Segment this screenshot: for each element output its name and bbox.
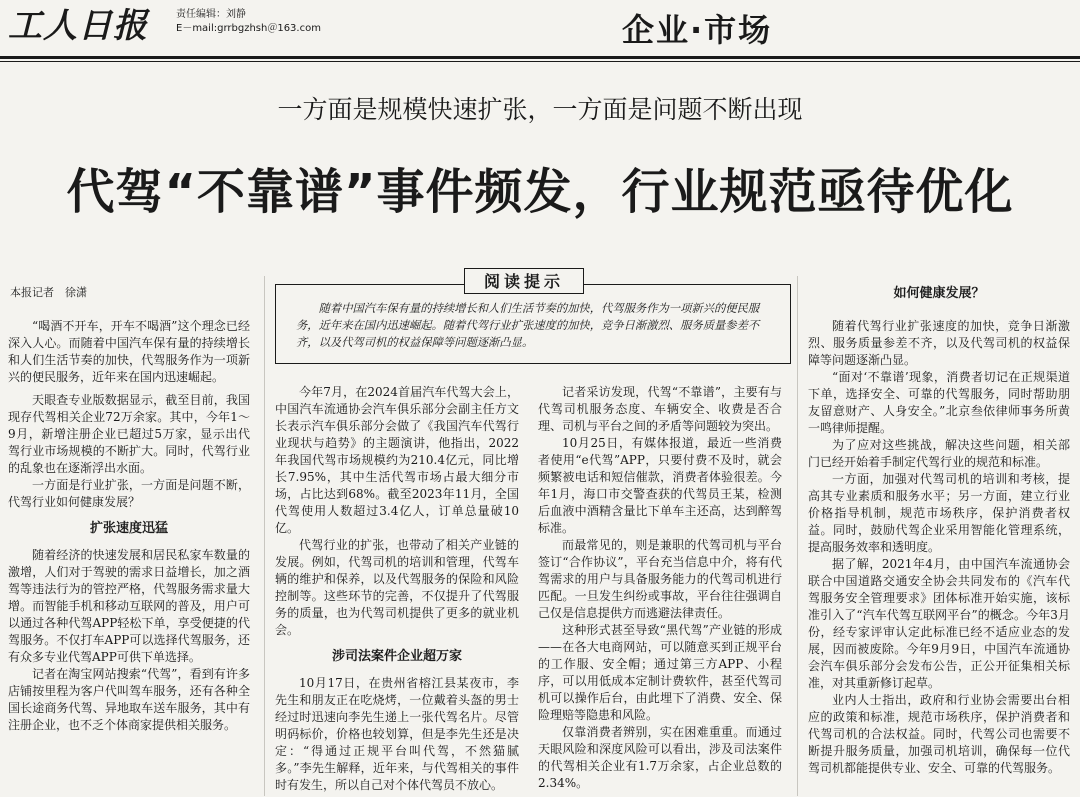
section-heading: 扩张速度迅猛 <box>89 521 168 536</box>
paragraph: “面对‘不靠谱’现象，消费者切记在正规渠道下单，选择安全、可靠的代驾服务，同时帮助朋友留意财产、人身安全。”北京叁依律师事务所黄一鸣律师提醒。 <box>808 370 1070 435</box>
paragraph: 记者采访发现，代驾“不靠谱”，主要有与代驾司机服务态度、车辆安全、收费是否合理、司机与平台之间的矛盾等问题较为突出。 <box>538 385 782 433</box>
section-heading: 如何健康发展？ <box>893 286 985 301</box>
section-heading: 涉司法案件企业超万家 <box>331 649 462 664</box>
article-column-4 <box>808 318 1070 777</box>
paragraph: 天眼查专业版数据显示，截至目前，我国现存代驾相关企业72万余家。其中，今年1～9月，新增注册企业已超过5万家，显示出代驾行业市场规模的不断扩大。同时，代驾行业的乱象也在逐渐浮出水面。 <box>8 393 250 475</box>
paragraph: 一方面，加强对代驾司机的培训和考核，提高其专业素质和服务水平；另一方面，建立行业价格指导机制，规范市场秩序，保护消费者权益。同时，鼓励代驾企业采用智能化管理系统，提高服务效率和透明度。 <box>808 472 1070 554</box>
paragraph: 据了解，2021年4月，由中国汽车流通协会联合中国道路交通安全协会共同发布的《汽车代驾服务安全管理要求》团体标准开始实施，该标准引入了“汽车代驾互联网平台”的概念。今年3月份，经专家评审认定此标准已经不适应业态的发展，因而被废除。今年9月9日，中国汽车流通协会汽车俱乐部分会发布公告，正公开征集相关标准，对其重新修订起草。 <box>808 557 1070 690</box>
paragraph: “喝酒不开车，开车不喝酒”这个理念已经深入人心。而随着中国汽车保有量的持续增长和人们生活节奏的加快，代驾服务作为一项新兴的便民服务，近年来在国内迅速崛起。 <box>8 319 250 384</box>
column-divider <box>264 276 265 796</box>
paragraph: 业内人士指出，政府和行业协会需要出台相应的政策和标准，规范市场秩序，保护消费者和代驾司机的合法权益。同时，代驾公司也需要不断提升服务质量，加强司机培训，确保每一位代驾司机都能提供专业、安全、可靠的代驾服务。 <box>808 693 1070 775</box>
paragraph: 一方面是行业扩张，一方面是问题不断，代驾行业如何健康发展？ <box>8 478 250 509</box>
paragraph: 今年7月，在2024首届汽车代驾大会上，中国汽车流通协会汽车俱乐部分会副主任方文长表示汽车俱乐部分会做了《我国汽车代驾行业现状与趋势》的主题演讲，他指出，2022年我国代驾市场规模约为210.4亿元，同比增长7.95%，其中生活代驾市场占最大细分市场，占比达到68%。截至2023年11月，全国代驾使用人数超过3.4亿人，订单总量破10亿。 <box>275 385 519 535</box>
paragraph: 代驾行业的扩张，也带动了相关产业链的发展。例如，代驾司机的培训和管理，代驾车辆的维护和保养，以及代驾服务的保险和风险控制等。这些环节的完善，不仅提升了代驾服务的质量，也为代驾司机提供了更多的就业机会。 <box>275 538 519 637</box>
header-rule-thin <box>0 61 1080 62</box>
paragraph: 10月25日，有媒体报道，最近一些消费者使用“e代驾”APP，只要付费不及时，就会频繁被电话和短信催款，消费者体验很差。今年1月，海口市交警查获的代驾员王某，检测后血液中酒精含量比下单车主还高，达到醉驾标准。 <box>538 436 782 535</box>
reading-tips-text: 随着中国汽车保有量的持续增长和人们生活节奏的加快，代驾服务作为一项新兴的便民服务，近年来在国内迅速崛起。随着代驾行业扩张速度的加快，竞争日渐激烈、服务质量参差不齐，以及代驾司机的权益保障等问题逐渐凸显。 <box>296 302 760 349</box>
article-column-2 <box>275 384 519 794</box>
editor-email: E－mail:grrbgzhsh＠163.com <box>176 23 321 34</box>
column-divider <box>797 276 798 796</box>
header-rule <box>0 56 1080 59</box>
paragraph: 10月17日，在贵州省榕江县某夜市，李先生和朋友正在吃烧烤，一位戴着头盔的男士经过时迅速向李先生递上一张代驾名片。尽管明码标价，价格也较划算，但是李先生还是决定：“得通过正规平台叫代驾，不然猫腻多。”李先生解释，近年来，与代驾相关的事件时有发生，所以自己对个体代驾员不放心。 <box>275 676 519 792</box>
headline: 代驾“不靠谱”事件频发，行业规范亟待优化 <box>66 164 1014 220</box>
article-column-1 <box>8 318 250 734</box>
byline: 本报记者 徐潇 <box>10 286 87 299</box>
paragraph: 仅靠消费者辨别，实在困难重重。而通过天眼风险和深度风险可以看出，涉及司法案件的代驾相关企业有1.7万余家，占企业总数的2.34%。 <box>538 725 782 790</box>
paragraph: 随着代驾行业扩张速度的加快，竞争日渐激烈、服务质量参差不齐，以及代驾司机的权益保障等问题逐渐凸显。 <box>808 319 1070 367</box>
masthead-logo: 工人日报 <box>8 6 148 46</box>
editor-info <box>176 8 321 36</box>
editor-name: 责任编辑：刘静 <box>176 9 246 20</box>
paragraph: 记者在淘宝网站搜索“代驾”，看到有许多店铺按里程为客户代叫驾车服务，还有各种全国长途商务代驾、异地取车送车服务，其中有注册企业，也不乏个体商家提供相关服务。 <box>8 667 250 732</box>
paragraph: 随着经济的快速发展和居民私家车数量的激增，人们对于驾驶的需求日益增长，加之酒驾等违法行为的管控严格，代驾服务需求量大增。而智能手机和移动互联网的普及，用户可以通过各种代驾APP轻松下单，享受便捷的代驾服务。不仅打车APP可以选择代驾服务，还有众多专业代驾APP可供下单选择。 <box>8 548 250 664</box>
paragraph: 为了应对这些挑战，解决这些问题，相关部门已经开始着手制定代驾行业的规范和标准。 <box>808 438 1070 469</box>
paragraph: 这种形式甚至导致“黑代驾”产业链的形成——在各大电商网站，可以随意买到正规平台的工作服、安全帽；通过第三方APP、小程序，可以用低成本定制计费软件，甚至代驾司机可以操作后台，由此埋下了消费、安全、保险理赔等隐患和风险。 <box>538 623 782 722</box>
article-column-3 <box>538 384 782 792</box>
paragraph: 而最常见的，则是兼职的代驾司机与平台签订“合作协议”，平台充当信息中介，将有代驾需求的用户与具备服务能力的代驾司机进行匹配。一旦发生纠纷或事故，平台往往强调自己仅是信息提供方而逃避法律责任。 <box>538 538 782 620</box>
section-title: 企业·市场 <box>622 11 773 49</box>
subheadline: 一方面是规模快速扩张，一方面是问题不断出现 <box>277 95 803 124</box>
reading-tips-label: 阅读提示 <box>464 268 584 294</box>
